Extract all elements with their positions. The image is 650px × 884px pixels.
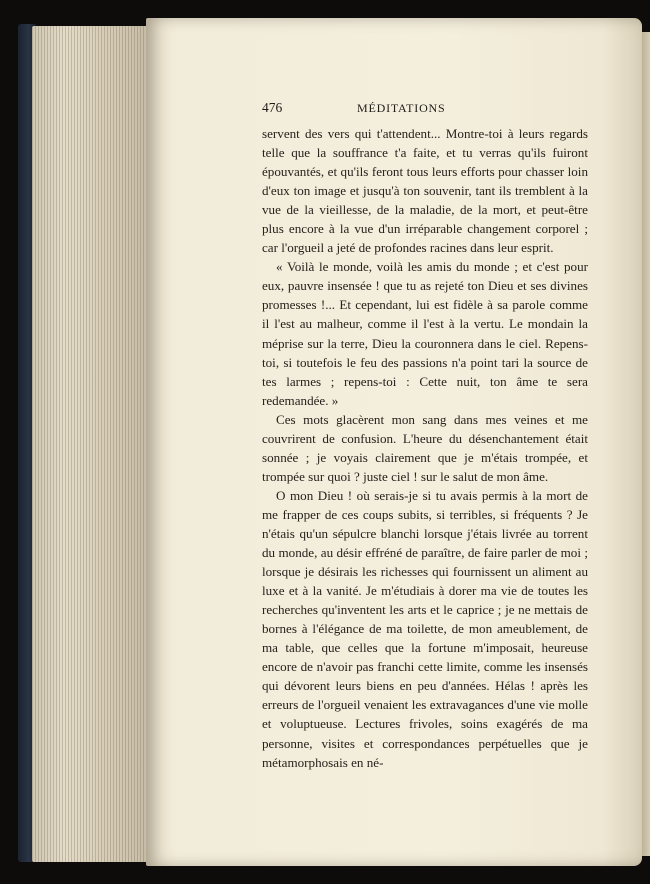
page-edges (32, 26, 162, 862)
paragraph: servent des vers qui t'attendent... Montre-toi à leurs regards telle que la souffrance t'a faite, et tu verras qu'ils fuiront épouvantés, et qu'ils feront tous leurs efforts pour chasser loin d'eux ton image et jusqu'à ton souvenir, tant ils tremblent à la vue de la vieillesse, de la maladie, de la mort, et peut-être plus encore à la vue d'un irréparable changement corporel ; car l'orgueil a jeté de profondes racines dans leur esprit. (262, 126, 588, 256)
facing-page-edge (642, 32, 650, 856)
paragraph: O mon Dieu ! où serais-je si tu avais permis à la mort de me frapper de ces coups subits, si terribles, si fréquents ? Je n'étais qu'un sépulcre blanchi lorsque j'étais livrée au torrent du monde, au désir effréné de paraître, de faire parler de moi ; lorsque je désirais les richesses qui fournissent un aliment au luxe et à la vanité. Je m'étudiais à dorer ma vie de toutes les recherches qu'inventent les arts et le caprice ; je ne mettais de bornes à l'élégance de ma toilette, de mon ameublement, de ma table, que celles que la fortune m'imposait, heureuse encore de n'avoir pas franchi cette limite, comme les insensés qui dévorent leurs biens en peu d'années. Hélas ! après les erreurs de l'orgueil venaient les extravagances d'une vie molle et voluptueuse. Lectures frivoles, soins exagérés de ma personne, visites et correspondances perpétuelles que je métamorphosais en né- (262, 487, 588, 770)
page-header (262, 100, 584, 122)
page-number: 476 (262, 100, 283, 115)
paragraph: « Voilà le monde, voilà les amis du monde ; et c'est pour eux, pauvre insensée ! que tu as rejeté ton Dieu et ses divines promesses !... Et cependant, lui est fidèle à sa parole comme il l'est au malheur, comme il l'est à la vertu. Le mondain la méprise sur la terre, Dieu la couronnera dans le ciel. Repens-toi, si toutefois le feu des passions n'a point tari la source de tes larmes ; repens-toi : Cette nuit, ton âme te sera redemandée. » (262, 259, 588, 408)
running-head: MÉDITATIONS (357, 101, 446, 115)
paragraph: Ces mots glacèrent mon sang dans mes veines et me couvrirent de confusion. L'heure du désenchantement était sonnée ; je voyais clairement que je m'étais trompée, et trompée sur quoi ? juste ciel ! sur le salut de mon âme. (262, 411, 588, 484)
body-text (262, 124, 588, 772)
